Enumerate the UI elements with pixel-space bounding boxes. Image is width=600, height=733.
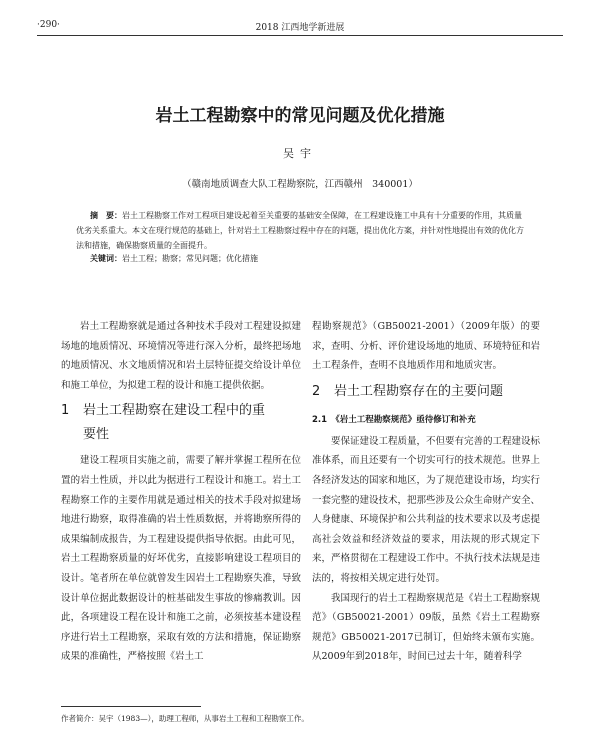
section-number: 2 [312, 383, 321, 399]
section-title-line2: 要性 [83, 427, 110, 443]
body-paragraph: 我国现行的岩土工程勘察规范是《岩土工程勘察规范》（GB50021-2001）09版，虽然《岩土工程勘察规范》GB50021-2017已制订，但始终未颁布实施。从2009年到2018年，时间已过去十年，随着科学 [312, 592, 541, 663]
left-column [61, 317, 301, 667]
continued-paragraph: 程勘察规范》（GB50021-2001）（2009年版）的要求，查明、分析、评价建设场地的地质、环境特征和岩土工程条件，查明不良地质作用和地质灾害。 [312, 321, 541, 372]
keywords-label: 关键词： [90, 254, 122, 263]
page-number: ·290· [37, 20, 60, 30]
keywords-text: 岩土工程；勘察；常见问题；优化措施 [122, 254, 258, 263]
keywords [90, 253, 258, 264]
section-number: 1 [61, 403, 70, 419]
subsection-heading: 2.1 《岩土工程勘察规范》亟待修订和补充 [312, 414, 476, 425]
footnote: 作者简介：吴宇（1983—），助理工程师，从事岩土工程和工程勘察工作。 [61, 714, 309, 723]
abstract-label: 摘 要： [90, 211, 122, 220]
body-paragraph: 建设工程项目实施之前，需要了解并掌握工程所在位置的岩土性质，并以此为据进行工程设计和施工。岩土工程勘察工作的主要作用就是通过相关的技术手段对拟建场地进行勘察，取得准确的岩土性质数据，并将勘察所得的成果编制成报告，为工程建设提供指导依据。由此可见，岩土工程勘察质量的好坏优劣，直接影响建设工程项目的设计。笔者所在单位就曾发生因岩土工程勘察失准，导致设计单位据此数据设计的桩基础发生事故的惨痛教训。因此，各项建设工程在设计和施工之前，必须按基本建设程序进行岩土工程勘察，采取有效的方法和措施，保证勘察成果的准确性，严格按照《岩土工 [61, 455, 301, 663]
section-title: 岩土工程勘察存在的主要问题 [334, 383, 504, 399]
abstract-text: 岩土工程勘察工作对工程项目建设起着至关重要的基础安全保障，在工程建设施工中具有十分重要的作用，其质量优劣关系重大。本文在现行规范的基础上，针对岩土工程勘察过程中存在的问题，提出优化方案，并针对性地提出有效的优化方法和措施，确保勘察质量的全面提升。 [76, 211, 524, 250]
right-column [312, 317, 540, 667]
intro-paragraph: 岩土工程勘察就是通过各种技术手段对工程建设拟建场地的地质情况、环境情况等进行深入分析，最终把场地的地质情况、水文地质情况和岩土层特征提交给设计单位和施工单位，为拟建工程的设计和施工提供依据。 [61, 321, 301, 391]
running-header: 2018 江西地学新进展 [255, 23, 345, 33]
footnote-rule [61, 706, 201, 707]
affiliation: （赣南地质调查大队工程勘察院，江西赣州 340001） [182, 179, 418, 190]
abstract [76, 208, 524, 253]
section-heading-1 [61, 399, 301, 447]
body-paragraph: 要保证建设工程质量，不但要有完善的工程建设标准体系，而且还要有一个切实可行的技术规范。世界上各经济发达的国家和地区，为了规范建设市场，均实行一套完整的建设技术，把那些涉及公众生命财产安全、人身健康、环境保护和公共利益的技术要求以及考虑提高社会效益和经济效益的要求，用法规的形式规定下来，严格贯彻在工程建设工作中。不执行技术法规是违法的，将按相关规定进行处罚。 [312, 435, 541, 584]
section-heading-2 [312, 380, 540, 404]
author: 吴宇 [283, 147, 317, 160]
header-rule [37, 35, 563, 36]
article-title: 岩土工程勘察中的常见问题及优化措施 [155, 106, 445, 126]
section-title-line1: 岩土工程勘察在建设工程中的重 [83, 403, 266, 419]
